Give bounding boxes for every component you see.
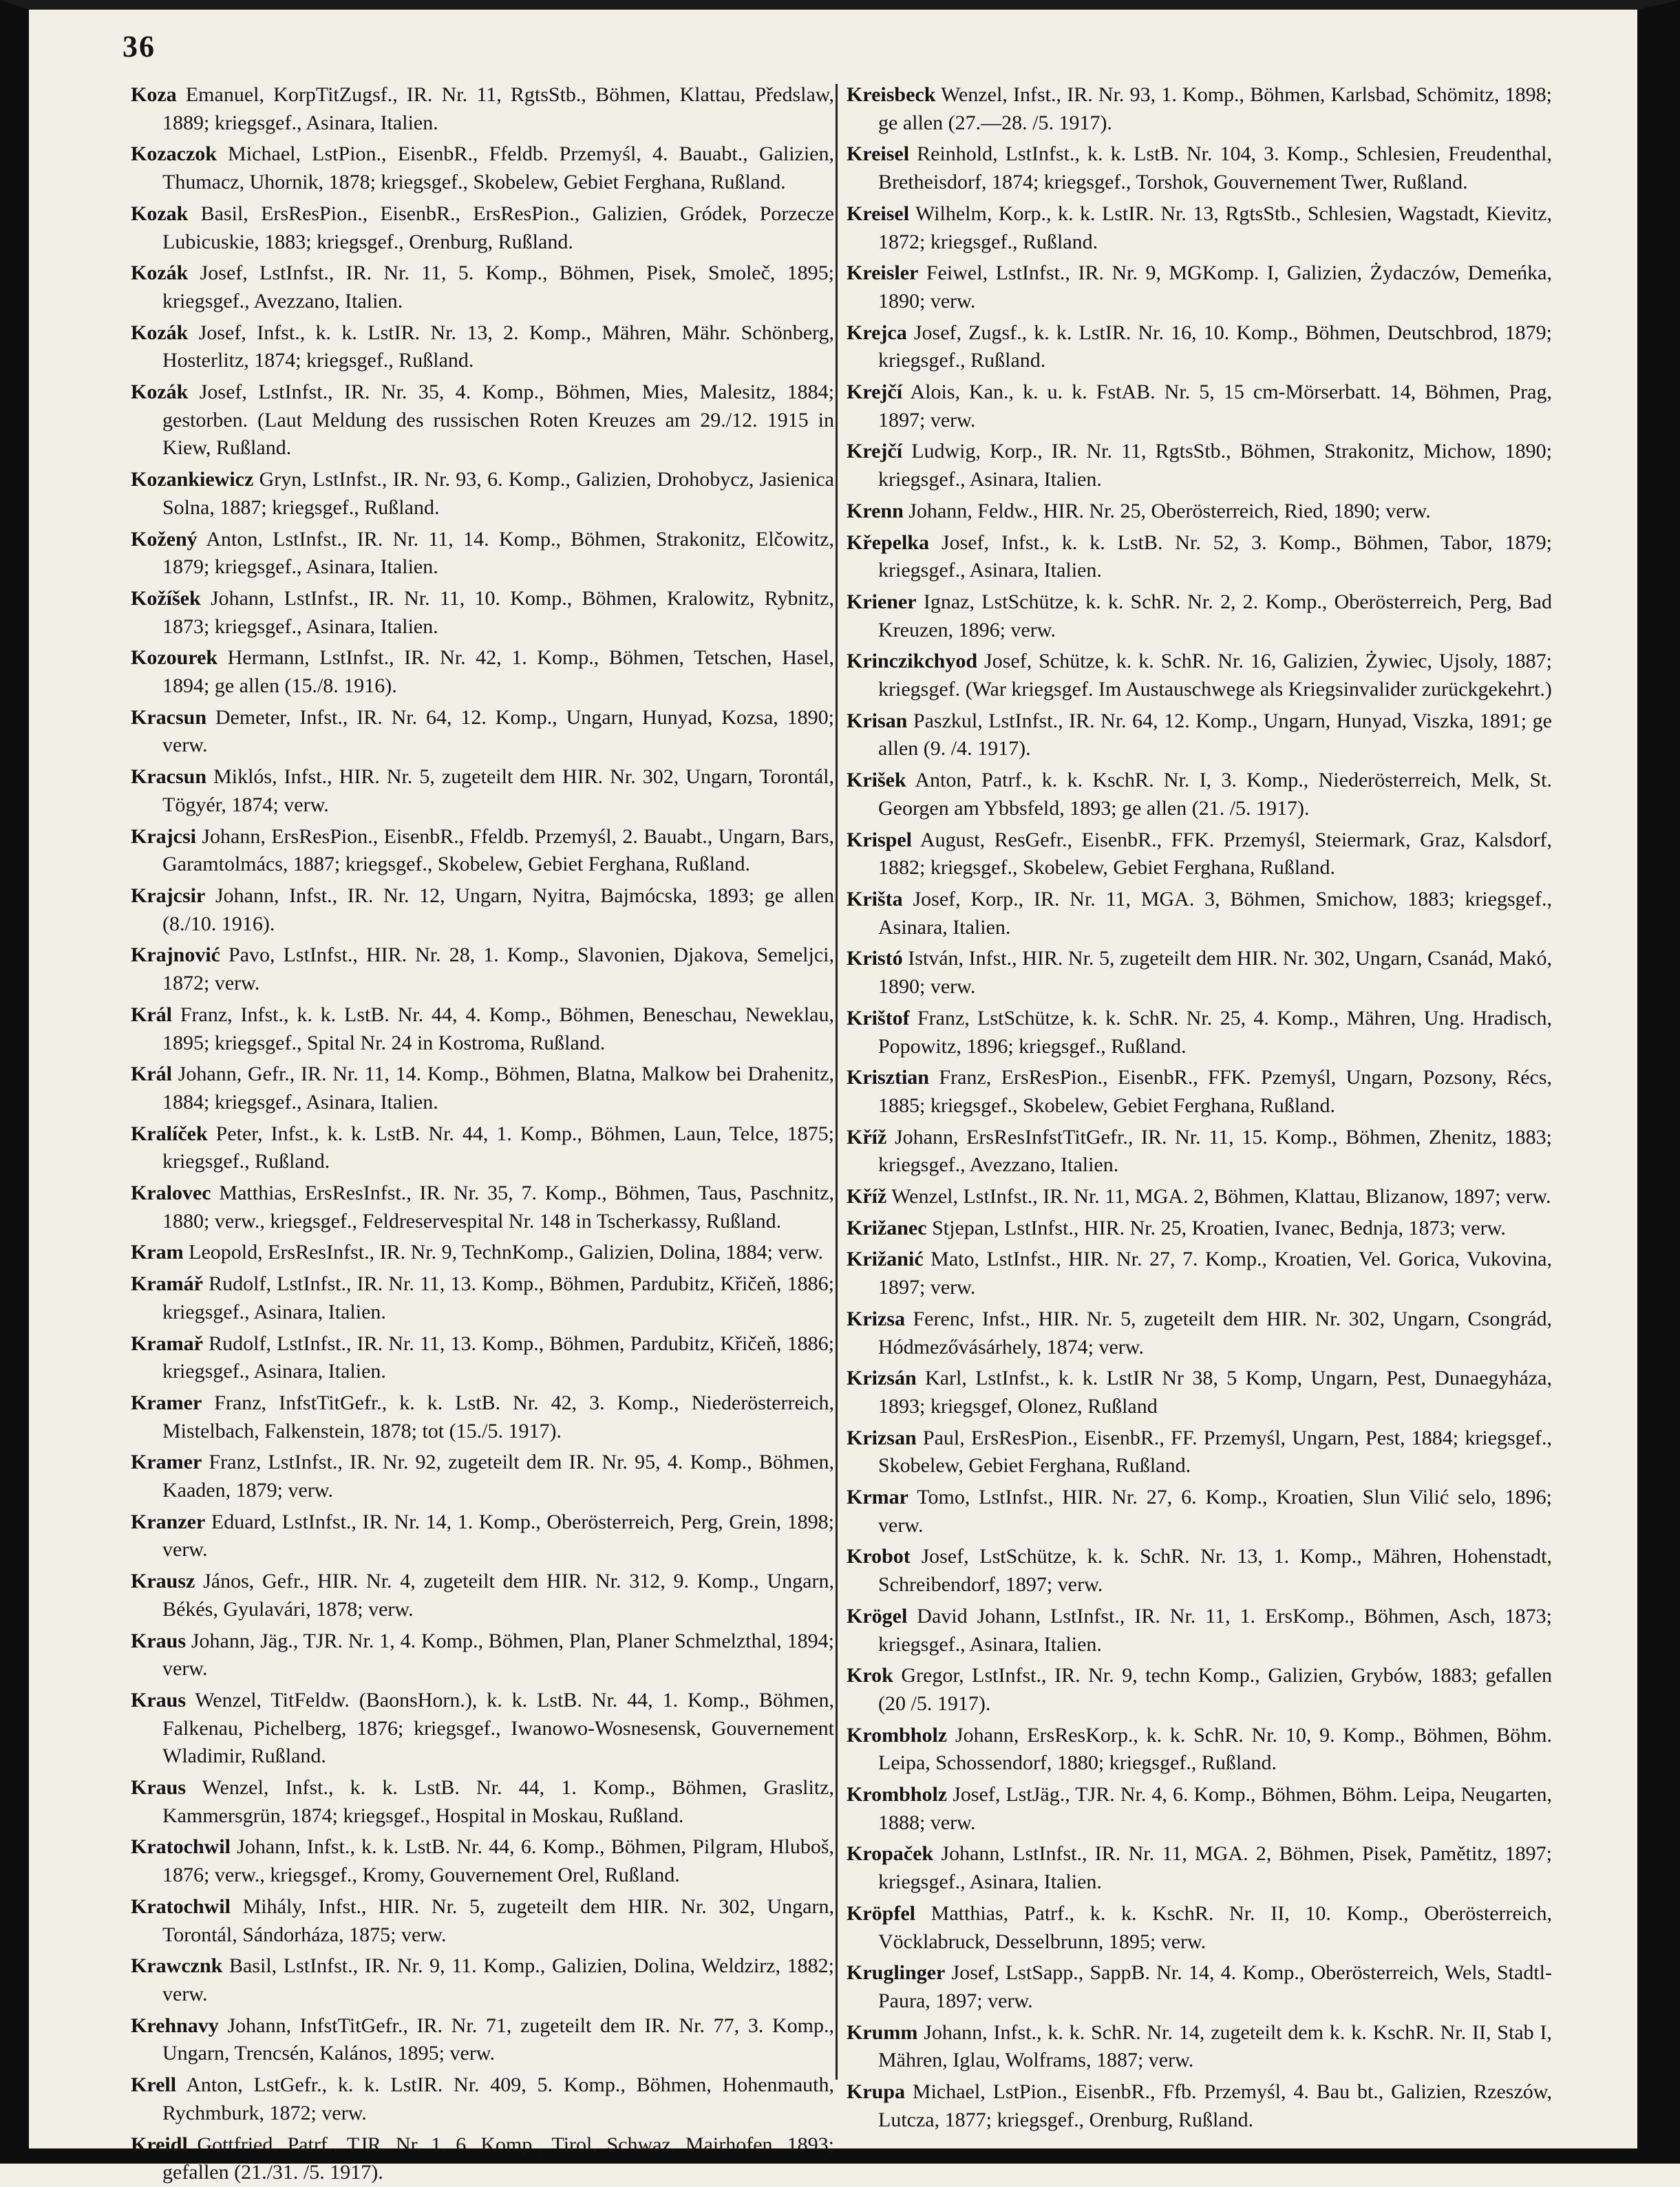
- entry-details: Mihály, Infst., HIR. Nr. 5, zugeteilt dem HIR. Nr. 302, Ungarn, Torontál, Sándorháza, 1875; verw.: [162, 1895, 834, 1946]
- entry-surname: Kracsun: [131, 705, 207, 729]
- entry-surname: Krispel: [847, 828, 912, 851]
- column-divider: [836, 84, 838, 2080]
- entry-details: Demeter, Infst., IR. Nr. 64, 12. Komp., Ungarn, Hunyad, Kozsa, 1890; verw.: [162, 705, 834, 757]
- entry-details: Peter, Infst., k. k. LstB. Nr. 44, 1. Komp., Böhmen, Laun, Telce, 1875; kriegsgef., Rußland.: [162, 1122, 834, 1173]
- register-entry: [131, 319, 834, 375]
- register-entry: [131, 1120, 834, 1176]
- entry-details: Eduard, LstInfst., IR. Nr. 14, 1. Komp., Oberösterreich, Perg, Grein, 1898; verw.: [162, 1510, 834, 1561]
- register-entry: [847, 826, 1552, 882]
- entry-surname: Krisztian: [847, 1066, 929, 1089]
- entry-surname: Krombholz: [847, 1723, 948, 1747]
- register-entry: [847, 1124, 1552, 1180]
- entry-surname: Krišek: [847, 769, 906, 792]
- register-entry: [131, 378, 834, 462]
- entry-details: Matthias, Patrf., k. k. KschR. Nr. II, 10. Komp., Oberösterreich, Vöcklabruck, Desselbrunn, 1895; verw.: [878, 1901, 1552, 1953]
- entry-details: Johann, ErsResInfstTitGefr., IR. Nr. 11, 15. Komp., Böhmen, Zhenitz, 1883; kriegsgef., Avezzano, Italien.: [878, 1125, 1552, 1177]
- register-entry: [131, 1389, 834, 1445]
- register-entry: [131, 704, 834, 760]
- entry-surname: Kreidl: [131, 2133, 188, 2156]
- register-entry: [131, 763, 834, 819]
- entry-surname: Krinczikchyod: [847, 650, 978, 673]
- register-entry: [847, 1365, 1552, 1420]
- entry-surname: Krizsán: [847, 1367, 917, 1390]
- register-entry: [847, 707, 1552, 763]
- entry-details: Johann, InfstTitGefr., IR. Nr. 71, zugeteilt dem IR. Nr. 77, 3. Komp., Ungarn, Trencsén, Kalános, 1895; verw.: [162, 2014, 834, 2065]
- entry-surname: Kratochwil: [131, 1895, 231, 1918]
- entry-details: Hermann, LstInfst., IR. Nr. 42, 1. Komp., Böhmen, Tetschen, Hasel, 1894; ge allen (15./8. 1916).: [162, 646, 834, 698]
- entry-surname: Krišta: [847, 887, 903, 910]
- register-entry: [847, 1781, 1552, 1837]
- entry-details: Johann, Infst., IR. Nr. 12, Ungarn, Nyitra, Bajmócska, 1893; ge allen (8./10. 1916).: [162, 884, 834, 935]
- register-entry: [847, 1543, 1552, 1599]
- entry-surname: Kožíšek: [131, 586, 201, 610]
- register-entry: [131, 1893, 834, 1949]
- register-entry: [131, 1568, 834, 1623]
- entry-surname: Kraus: [131, 1629, 187, 1652]
- register-entry: [847, 588, 1552, 644]
- entry-surname: Krupa: [847, 2080, 906, 2104]
- entry-surname: Kraus: [131, 1776, 187, 1800]
- entry-details: Josef, Zugsf., k. k. LstIR. Nr. 16, 10. Komp., Böhmen, Deutschbrod, 1879; kriegsgef., Rußland.: [878, 321, 1552, 372]
- register-entry: [847, 1484, 1552, 1539]
- entry-details: Stjepan, LstInfst., HIR. Nr. 25, Kroatien, Ivanec, Bednja, 1873; verw.: [926, 1216, 1506, 1239]
- register-entry: [847, 1603, 1552, 1658]
- register-entry: [847, 1305, 1552, 1361]
- entry-details: Josef, Schütze, k. k. SchR. Nr. 16, Galizien, Żywiec, Ujsoly, 1887; kriegsgef. (War kriegsgef. Im Austauschwege als Kriegsinvalider zurückgekehrt.): [878, 650, 1552, 701]
- register-entry: [131, 2131, 834, 2187]
- entry-surname: Kříž: [847, 1185, 887, 1208]
- entry-details: Emanuel, KorpTitZugsf., IR. Nr. 11, RgtsStb., Böhmen, Klattau, Předslaw, 1889; kriegsgef., Asinara, Italien.: [162, 83, 834, 134]
- entry-surname: Krejca: [847, 321, 907, 344]
- entry-surname: Krajcsi: [131, 824, 196, 848]
- entry-surname: Krisan: [847, 709, 908, 732]
- entry-surname: Kropaček: [847, 1842, 934, 1866]
- entry-details: Josef, LstInfst., IR. Nr. 35, 4. Komp., Böhmen, Mies, Malesitz, 1884; gestorben. (Laut Meldung des russischen Roten Kreuzes am 29./12. 1915 in Kiew, Rußland.: [162, 381, 834, 460]
- register-entry: [847, 378, 1552, 434]
- entry-details: Johann, ErsResPion., EisenbR., Ffeldb. Przemyśl, 2. Bauabt., Ungarn, Bars, Garamtolmács, 1887; kriegsgef., Skobelew, Gebiet Ferghana, Rußland.: [162, 824, 834, 876]
- register-entry: [847, 140, 1552, 196]
- entry-details: Wilhelm, Korp., k. k. LstIR. Nr. 13, RgtsStb., Schlesien, Wagstadt, Kievitz, 1872; kriegsgef., Rußland.: [878, 202, 1552, 253]
- register-entry: [131, 644, 834, 700]
- register-entry: [131, 526, 834, 582]
- entry-details: Johann, LstInfst., IR. Nr. 11, MGA. 2, Böhmen, Pisek, Pamětitz, 1897; kriegsgef., Asinara, Italien.: [878, 1842, 1552, 1894]
- register-entry: [131, 941, 834, 997]
- entry-surname: Krehnavy: [131, 2014, 219, 2037]
- entry-surname: Kracsun: [131, 765, 207, 789]
- entry-details: Ferenc, Infst., HIR. Nr. 5, zugeteilt dem HIR. Nr. 302, Ungarn, Csongrád, Hódmezővásárhely, 1874; verw.: [878, 1307, 1552, 1358]
- entry-surname: Kožený: [131, 527, 198, 551]
- entry-details: Ludwig, Korp., IR. Nr. 11, RgtsStb., Böhmen, Strakonitz, Michow, 1890; kriegsgef., Asinara, Italien.: [878, 440, 1552, 491]
- entry-details: August, ResGefr., EisenbR., FFK. Przemyśl, Steiermark, Graz, Kalsdorf, 1882; kriegsgef., Skobelew, Gebiet Ferghana, Rußland.: [878, 828, 1552, 879]
- entry-details: Anton, Patrf., k. k. KschR. Nr. I, 3. Komp., Niederösterreich, Melk, St. Georgen am Ybbsfeld, 1893; ge allen (21. /5. 1917).: [878, 769, 1552, 820]
- register-entry: [847, 648, 1552, 703]
- entry-surname: Kramař: [131, 1332, 203, 1355]
- entry-details: Franz, InfstTitGefr., k. k. LstB. Nr. 42, 3. Komp., Niederösterreich, Mistelbach, Falkenstein, 1878; tot (15./5. 1917).: [162, 1391, 834, 1442]
- entry-surname: Krejčí: [847, 440, 903, 463]
- register-entry: [131, 1449, 834, 1504]
- entry-details: Johann, LstInfst., IR. Nr. 11, 10. Komp., Böhmen, Kralowitz, Rybnitz, 1873; kriegsgef., Asinara, Italien.: [162, 586, 834, 638]
- entry-details: Anton, LstGefr., k. k. LstIR. Nr. 409, 5. Komp., Böhmen, Hohenmauth, Rychmburk, 1872; verw.: [162, 2073, 834, 2124]
- entry-surname: Krajnović: [131, 943, 220, 967]
- entry-surname: Kreisel: [847, 202, 910, 225]
- register-entry: [847, 945, 1552, 1001]
- register-entry: [847, 767, 1552, 822]
- register-entry: [847, 1215, 1552, 1243]
- register-entry: [847, 498, 1552, 526]
- register-entry: [131, 585, 834, 641]
- entry-surname: Krenn: [847, 499, 904, 522]
- register-entry: [131, 1952, 834, 2008]
- register-entry: [131, 882, 834, 938]
- entry-surname: Krombholz: [847, 1783, 948, 1806]
- entry-details: Franz, LstSchütze, k. k. SchR. Nr. 25, 4. Komp., Mähren, Ung. Hradisch, Popowitz, 1896; kriegsgef., Rußland.: [878, 1006, 1552, 1058]
- register-entry: [847, 1900, 1552, 1956]
- entry-details: Johann, Jäg., TJR. Nr. 1, 4. Komp., Böhmen, Plan, Planer Schmelzthal, 1894; verw.: [162, 1629, 834, 1681]
- register-entry: [131, 1508, 834, 1564]
- entry-details: Josef, Korp., IR. Nr. 11, MGA. 3, Böhmen, Smichow, 1883; kriegsgef., Asinara, Italien.: [878, 887, 1552, 939]
- entry-details: Gryn, LstInfst., IR. Nr. 93, 6. Komp., Galizien, Drohobycz, Jasienica Solna, 1887; kriegsgef., Rußland.: [162, 468, 834, 519]
- entry-details: Franz, Infst., k. k. LstB. Nr. 44, 4. Komp., Böhmen, Beneschau, Neweklau, 1895; kriegsgef., Spital Nr. 24 in Kostroma, Rußland.: [162, 1003, 834, 1054]
- register-entry: [847, 2078, 1552, 2134]
- left-column: [131, 81, 834, 2184]
- register-entry: [847, 1840, 1552, 1896]
- register-entry: [131, 2071, 834, 2127]
- register-entry: [847, 81, 1552, 137]
- entry-surname: Křepelka: [847, 531, 929, 554]
- entry-details: Basil, ErsResPion., EisenbR., ErsResPion., Galizien, Gródek, Porzecze Lubicuskie, 1883; kriegsgef., Orenburg, Rußland.: [162, 202, 834, 253]
- register-entry: [131, 1330, 834, 1386]
- entry-surname: Kram: [131, 1241, 184, 1264]
- entry-surname: Krobot: [847, 1545, 911, 1568]
- entry-details: Alois, Kan., k. u. k. FstAB. Nr. 5, 15 cm-Mörserbatt. 14, Böhmen, Prag, 1897; verw.: [878, 381, 1552, 431]
- entry-surname: Krizsan: [847, 1426, 917, 1449]
- entry-details: Josef, LstInfst., IR. Nr. 11, 5. Komp., Böhmen, Pisek, Smoleč, 1895; kriegsgef., Avezzano, Italien.: [162, 262, 834, 312]
- register-entry: [847, 2019, 1552, 2075]
- entry-surname: Kozak: [131, 202, 189, 225]
- register-entry: [131, 1270, 834, 1326]
- entry-details: Josef, Infst., k. k. LstIR. Nr. 13, 2. Komp., Mähren, Mähr. Schönberg, Hosterlitz, 1874; kriegsgef., Rußland.: [162, 321, 834, 372]
- register-entry: [131, 200, 834, 256]
- register-entry: [131, 1060, 834, 1116]
- entry-surname: Krausz: [131, 1570, 195, 1593]
- entry-surname: Kozaczok: [131, 142, 217, 166]
- entry-details: Johann, Feldw., HIR. Nr. 25, Oberösterreich, Ried, 1890; verw.: [903, 499, 1431, 522]
- entry-details: Josef, LstSapp., SappB. Nr. 14, 4. Komp., Oberösterreich, Wels, Stadtl-Paura, 1897; verw.: [878, 1961, 1552, 2012]
- entry-details: Wenzel, LstInfst., IR. Nr. 11, MGA. 2, Böhmen, Klattau, Blizanow, 1897; verw.: [886, 1185, 1551, 1208]
- entry-surname: Krajcsir: [131, 884, 206, 907]
- entry-details: Gregor, LstInfst., IR. Nr. 9, techn Komp., Galizien, Grybów, 1883; gefallen (20 /5. 1917).: [878, 1664, 1552, 1715]
- entry-surname: Krmar: [847, 1486, 908, 1509]
- entry-surname: Kozák: [131, 381, 189, 404]
- register-entry: [131, 1001, 834, 1057]
- entry-surname: Kranzer: [131, 1510, 206, 1533]
- register-entry: [847, 259, 1552, 315]
- entry-details: Josef, Infst., k. k. LstB. Nr. 52, 3. Komp., Böhmen, Tabor, 1879; kriegsgef., Asinara, Italien.: [878, 531, 1552, 582]
- register-entry: [847, 1662, 1552, 1718]
- entry-details: Johann, Infst., k. k. LstB. Nr. 44, 6. Komp., Böhmen, Pilgram, Hluboš, 1876; verw., kriegsgef., Kromy, Gouvernement Orel, Rußland.: [162, 1835, 834, 1887]
- entry-details: Johann, Gefr., IR. Nr. 11, 14. Komp., Böhmen, Blatna, Malkow bei Drahenitz, 1884; kriegsgef., Asinara, Italien.: [162, 1063, 834, 1113]
- entry-details: Leopold, ErsResInfst., IR. Nr. 9, TechnKomp., Galizien, Dolina, 1884; verw.: [183, 1241, 824, 1264]
- register-entry: [847, 1959, 1552, 2015]
- entry-details: István, Infst., HIR. Nr. 5, zugeteilt dem HIR. Nr. 302, Ungarn, Csanád, Makó, 1890; verw.: [878, 947, 1552, 999]
- register-entry: [131, 1833, 834, 1889]
- entry-surname: Kratochwil: [131, 1835, 231, 1859]
- entry-surname: Kraus: [131, 1688, 187, 1711]
- right-column: [847, 81, 1552, 2131]
- entry-surname: Král: [131, 1003, 172, 1026]
- entry-details: Pavo, LstInfst., HIR. Nr. 28, 1. Komp., Slavonien, Djakova, Semeljci, 1872; verw.: [162, 943, 834, 995]
- register-entry: [847, 1005, 1552, 1060]
- register-entry: [131, 140, 834, 196]
- entry-details: Wenzel, Infst., k. k. LstB. Nr. 44, 1. Komp., Böhmen, Graslitz, Kammersgrün, 1874; kriegsgef., Hospital in Moskau, Rußland.: [162, 1776, 834, 1827]
- entry-details: Josef, LstJäg., TJR. Nr. 4, 6. Komp., Böhmen, Böhm. Leipa, Neugarten, 1888; verw.: [878, 1783, 1552, 1834]
- entry-surname: Križanec: [847, 1216, 927, 1239]
- entry-details: Johann, Infst., k. k. SchR. Nr. 14, zugeteilt dem k. k. KschR. Nr. II, Stab I, Mähren, Iglau, Wolframs, 1887; verw.: [878, 2020, 1552, 2072]
- register-entry: [131, 81, 834, 137]
- register-entry: [847, 1183, 1552, 1211]
- entry-surname: Krizsa: [847, 1307, 905, 1330]
- entry-details: Josef, LstSchütze, k. k. SchR. Nr. 13, 1. Komp., Mähren, Hohenstadt, Schreibendorf, 1897; verw.: [878, 1545, 1552, 1597]
- entry-details: Anton, LstInfst., IR. Nr. 11, 14. Komp., Böhmen, Strakonitz, Elčowitz, 1879; kriegsgef., Asinara, Italien.: [162, 527, 834, 579]
- register-entry: [847, 1722, 1552, 1778]
- entry-details: Reinhold, LstInfst., k. k. LstB. Nr. 104, 3. Komp., Schlesien, Freudenthal, Bretheisdorf, 1874; kriegsgef., Torshok, Gouvernement Twer, Rußland.: [878, 142, 1552, 194]
- entry-surname: Kozankiewicz: [131, 468, 254, 491]
- entry-details: Mato, LstInfst., HIR. Nr. 27, 7. Komp., Kroatien, Vel. Gorica, Vukovina, 1897; verw.: [878, 1248, 1552, 1299]
- entry-details: Karl, LstInfst., k. k. LstIR Nr 38, 5 Komp, Ungarn, Pest, Dunaegyháza, 1893; kriegsgef, Olonez, Rußland: [878, 1367, 1552, 1418]
- entry-surname: Kralíček: [131, 1122, 208, 1145]
- entry-details: Wenzel, Infst., IR. Nr. 93, 1. Komp., Böhmen, Karlsbad, Schömitz, 1898; ge allen (27.—28. /5. 1917).: [878, 83, 1552, 134]
- entry-surname: Kozák: [131, 262, 189, 285]
- register-entry: [847, 200, 1552, 256]
- entry-surname: Kralovec: [131, 1182, 211, 1205]
- entry-details: Paszkul, LstInfst., IR. Nr. 64, 12. Komp., Ungarn, Hunyad, Viszka, 1891; ge allen (9. /4. 1917).: [878, 709, 1552, 760]
- entry-details: Paul, ErsResPion., EisenbR., FF. Przemyśl, Ungarn, Pest, 1884; kriegsgef., Skobelew, Gebiet Ferghana, Rußland.: [878, 1426, 1552, 1477]
- entry-surname: Krištof: [847, 1006, 910, 1030]
- entry-details: Wenzel, TitFeldw. (BaonsHorn.), k. k. LstB. Nr. 44, 1. Komp., Böhmen, Falkenau, Pichelberg, 1876; kriegsgef., Iwanowo-Wosnesensk, Gouvernement Wladimir, Rußland.: [162, 1688, 834, 1768]
- entry-details: Ignaz, LstSchütze, k. k. SchR. Nr. 2, 2. Komp., Oberösterreich, Perg, Bad Kreuzen, 1896; verw.: [878, 590, 1552, 641]
- entry-surname: Král: [131, 1063, 172, 1086]
- entry-surname: Krawcznk: [131, 1954, 223, 1978]
- entry-details: David Johann, LstInfst., IR. Nr. 11, 1. ErsKomp., Böhmen, Asch, 1873; kriegsgef., Asinara, Italien.: [878, 1604, 1552, 1656]
- entry-details: Franz, LstInfst., IR. Nr. 92, zugeteilt dem IR. Nr. 95, 4. Komp., Böhmen, Kaaden, 1879; verw.: [162, 1451, 834, 1502]
- entry-surname: Kreisler: [847, 262, 919, 285]
- entry-surname: Križanić: [847, 1248, 924, 1271]
- register-entry: [131, 1774, 834, 1830]
- entry-details: Basil, LstInfst., IR. Nr. 9, 11. Komp., Galizien, Dolina, Weldzirz, 1882; verw.: [162, 1954, 834, 2005]
- entry-details: Michael, LstPion., EisenbR., Ffb. Przemyśl, 4. Bau bt., Galizien, Rzeszów, Lutcza, 1877; kriegsgef., Orenburg, Rußland.: [878, 2080, 1552, 2131]
- entry-surname: Kramer: [131, 1451, 202, 1474]
- entry-details: Johann, ErsResKorp., k. k. SchR. Nr. 10, 9. Komp., Böhmen, Böhm. Leipa, Schossendorf, 1880; kriegsgef., Rußland.: [878, 1723, 1552, 1775]
- entry-surname: Krumm: [847, 2020, 918, 2044]
- entry-surname: Krell: [131, 2073, 177, 2097]
- entry-surname: Kristó: [847, 947, 903, 970]
- entry-details: Matthias, ErsResInfst., IR. Nr. 35, 7. Komp., Böhmen, Taus, Paschnitz, 1880; verw., kriegsgef., Feldreservespital Nr. 148 in Tscherkassy, Rußland.: [162, 1182, 834, 1233]
- register-entry: [847, 1425, 1552, 1480]
- entry-surname: Kruglinger: [847, 1961, 946, 1985]
- entry-surname: Krögel: [847, 1604, 908, 1628]
- register-entry: [131, 466, 834, 522]
- entry-details: Michael, LstPion., EisenbR., Ffeldb. Przemyśl, 4. Bauabt., Galizien, Thumacz, Uhornik, 1878; kriegsgef., Skobelew, Gebiet Ferghana, Rußland.: [162, 142, 834, 194]
- entry-surname: Kozourek: [131, 646, 218, 670]
- entry-surname: Krejčí: [847, 381, 903, 404]
- register-entry: [131, 2012, 834, 2068]
- entry-details: Feiwel, LstInfst., IR. Nr. 9, MGKomp. I, Galizien, Żydaczów, Demeńka, 1890; verw.: [878, 262, 1552, 312]
- register-entry: [131, 259, 834, 315]
- register-entry: [131, 1628, 834, 1683]
- entry-surname: Kozák: [131, 321, 189, 344]
- entry-details: Gottfried, Patrf., TJR. Nr. 1, 6. Komp., Tirol, Schwaz, Mairhofen, 1893; gefallen (21./31. /5. 1917).: [162, 2133, 834, 2184]
- entry-surname: Kreisel: [847, 142, 910, 166]
- entry-surname: Kreisbeck: [847, 83, 936, 106]
- entry-surname: Koza: [131, 83, 177, 106]
- entry-details: Franz, ErsResPion., EisenbR., FFK. Pzemyśl, Ungarn, Pozsony, Récs, 1885; kriegsgef., Skobelew, Gebiet Ferghana, Rußland.: [878, 1066, 1552, 1117]
- register-entry: [847, 529, 1552, 585]
- entry-surname: Kramer: [131, 1391, 202, 1414]
- entry-surname: Krok: [847, 1664, 893, 1687]
- register-entry: [847, 1246, 1552, 1301]
- register-entry: [847, 886, 1552, 941]
- entry-details: Tomo, LstInfst., HIR. Nr. 27, 6. Komp., Kroatien, Slun Vilić selo, 1896; verw.: [878, 1486, 1552, 1537]
- entry-details: Rudolf, LstInfst., IR. Nr. 11, 13. Komp., Böhmen, Pardubitz, Křičeň, 1886; kriegsgef., Asinara, Italien.: [162, 1332, 834, 1383]
- register-entry: [847, 1064, 1552, 1120]
- entry-details: János, Gefr., HIR. Nr. 4, zugeteilt dem HIR. Nr. 312, 9. Komp., Ungarn, Békés, Gyulavári, 1878; verw.: [162, 1570, 834, 1621]
- register-entry: [131, 823, 834, 879]
- entry-details: Rudolf, LstInfst., IR. Nr. 11, 13. Komp., Böhmen, Pardubitz, Křičeň, 1886; kriegsgef., Asinara, Italien.: [162, 1272, 834, 1323]
- page-number: 36: [123, 30, 156, 63]
- register-entry: [847, 438, 1552, 493]
- register-entry: [131, 1239, 834, 1267]
- register-entry: [131, 1687, 834, 1771]
- entry-surname: Kröpfel: [847, 1901, 915, 1925]
- register-entry: [131, 1180, 834, 1235]
- entry-details: Miklós, Infst., HIR. Nr. 5, zugeteilt dem HIR. Nr. 302, Ungarn, Torontál, Tögyér, 1874; verw.: [162, 765, 834, 816]
- entry-surname: Kriener: [847, 590, 917, 613]
- entry-surname: Kříž: [847, 1125, 887, 1149]
- entry-surname: Kramář: [131, 1272, 203, 1296]
- register-entry: [847, 319, 1552, 375]
